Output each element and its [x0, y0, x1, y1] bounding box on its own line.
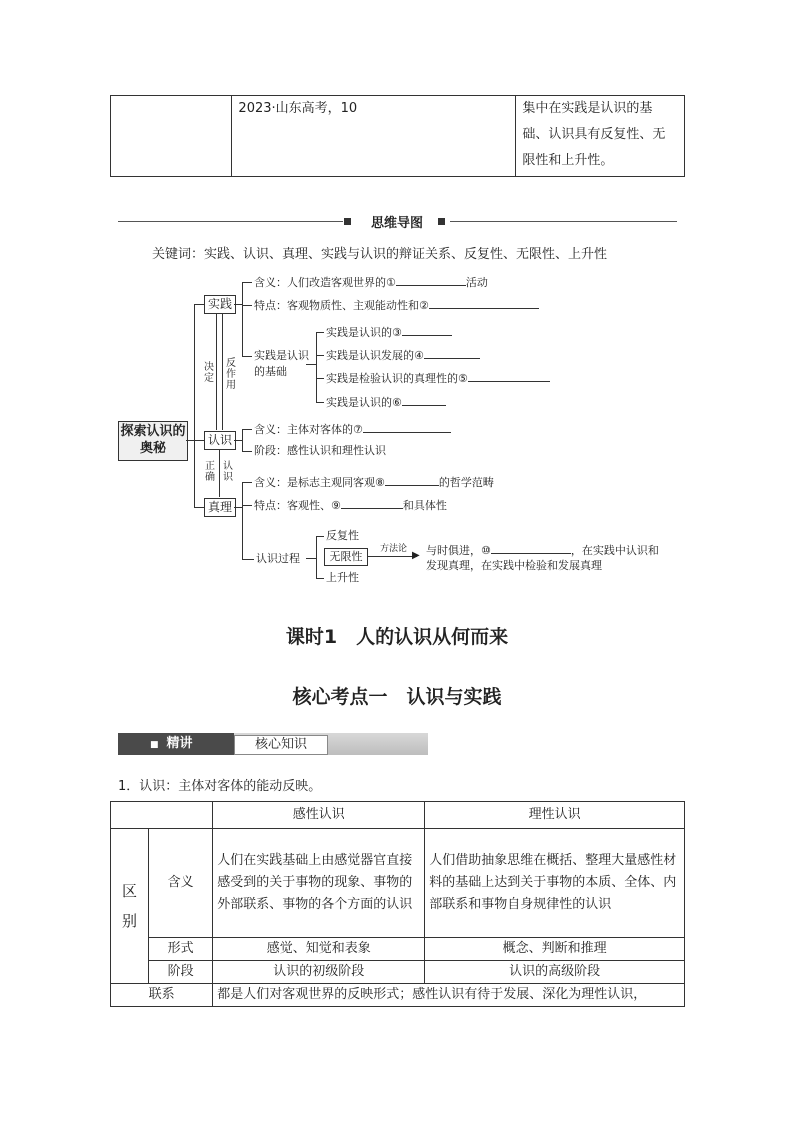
row-meaning-perceptual: 人们在实践基础上由感觉器官直接感受到的关于事物的现象、事物的外部联系、事物的各个方面的认识: [213, 829, 425, 938]
lesson-title: 课时1 人的认识从何而来: [285, 626, 509, 648]
process-label: 认识过程: [256, 552, 300, 565]
section-dark-tab: [118, 733, 234, 755]
mm-square-left: [344, 218, 351, 225]
arrow-reacts: [222, 313, 223, 430]
rel-reacts: 反作用: [226, 358, 236, 391]
top-table-content: 集中在实践是认识的基础、认识具有反复性、无限性和上升性。: [516, 96, 685, 177]
group-cell: 区别: [111, 829, 149, 984]
row-stage-rational: 认识的高级阶段: [425, 961, 685, 984]
blank-8[interactable]: [385, 475, 439, 486]
blank-4[interactable]: [424, 348, 480, 359]
conclusion-line-2: 发现真理，在实践中检验和发展真理: [426, 559, 602, 572]
header-rational: 理性认识: [425, 802, 685, 829]
blank-2[interactable]: [429, 298, 539, 309]
truth-meaning: 含义：是标志主观同客观⑧ 的哲学范畴: [254, 476, 494, 489]
item-1: 1．认识：主体对客体的能动反映。: [118, 779, 322, 794]
section-dark-label: 精讲: [166, 736, 193, 751]
basis-item-6: 实践是认识的⑥: [326, 395, 446, 410]
mindmap-title: 思维导图: [370, 216, 423, 231]
mm-rule-right: [450, 221, 677, 222]
method-arrow: [367, 556, 417, 557]
row-form-rational: 概念、判断和推理: [425, 938, 685, 961]
top-table-source: 2023·山东高考，10: [232, 96, 516, 177]
header-perceptual: 感性认识: [213, 802, 425, 829]
cognition-node: 认识: [204, 431, 236, 450]
blank-5[interactable]: [468, 371, 550, 382]
truth-features: 特点：客观性、⑨ 和具体性: [254, 499, 447, 512]
blank-10[interactable]: [491, 543, 571, 554]
rel-decides: 决定: [204, 362, 214, 384]
row-meaning-label: 含义: [149, 829, 213, 938]
mm-square-right: [438, 218, 445, 225]
top-table-empty: [111, 96, 232, 177]
row-form-perceptual: 感觉、知觉和表象: [213, 938, 425, 961]
rel-cognize: 认识: [223, 461, 233, 483]
basis-item-3: 实践是认识的③: [326, 325, 452, 340]
method-arrowhead: ▶: [412, 550, 420, 561]
basis-item-4: 实践是认识发展的④: [326, 348, 480, 363]
link-text: 都是人们对客观世界的反映形式；感性认识有待于发展、深化为理性认识，: [213, 984, 685, 1007]
blank-9[interactable]: [341, 498, 403, 509]
blank-3[interactable]: [402, 325, 452, 336]
process-repeat: 反复性: [326, 529, 359, 542]
rel-correct: 正确: [205, 461, 215, 483]
row-form-label: 形式: [149, 938, 213, 961]
square-bullet-icon: ■: [150, 740, 159, 750]
top-table: [110, 95, 685, 177]
row-meaning-rational: 人们借助抽象思维在概括、整理大量感性材料的基础上达到关于事物的本质、全体、内部联系和事物自身规律性的认识: [425, 829, 685, 938]
blank-6[interactable]: [402, 395, 446, 406]
practice-basis-label: 实践是认识的基础: [254, 349, 309, 378]
link-label: 联系: [111, 984, 213, 1007]
section-light-tab: 核心知识: [234, 735, 328, 755]
row-stage-label: 阶段: [149, 961, 213, 984]
cognition-meaning: 含义：主体对客体的⑦: [254, 422, 451, 437]
keywords: 关键词：实践、认识、真理、实践与认识的辩证关系、反复性、无限性、上升性: [152, 247, 608, 262]
arrow-correct: [219, 449, 220, 497]
truth-node: 真理: [204, 498, 236, 517]
row-stage-perceptual: 认识的初级阶段: [213, 961, 425, 984]
process-infinite: 无限性: [324, 548, 368, 566]
corner-cell: [111, 802, 213, 829]
blank-1[interactable]: [396, 275, 466, 286]
practice-features: 特点：客观物质性、主观能动性和②: [254, 298, 539, 313]
practice-node: 实践: [204, 295, 236, 314]
process-rising: 上升性: [326, 571, 359, 584]
arrow-decides: [216, 313, 217, 430]
blank-7[interactable]: [363, 422, 451, 433]
main-table: [110, 801, 685, 1007]
core-title: 核心考点一 认识与实践: [292, 686, 502, 708]
cognition-stages: 阶段：感性认识和理性认识: [254, 444, 386, 457]
conclusion-line-1: 与时俱进，⑩ ，在实践中认识和: [426, 544, 659, 557]
mm-rule-left: [118, 221, 343, 222]
method-label: 方法论: [380, 544, 408, 554]
basis-item-5: 实践是检验认识的真理性的⑤: [326, 371, 550, 386]
root-node: 探索认识的奥秘: [118, 421, 188, 461]
root-spine: [194, 304, 195, 507]
practice-meaning: 含义：人们改造客观世界的① 活动: [254, 276, 488, 289]
